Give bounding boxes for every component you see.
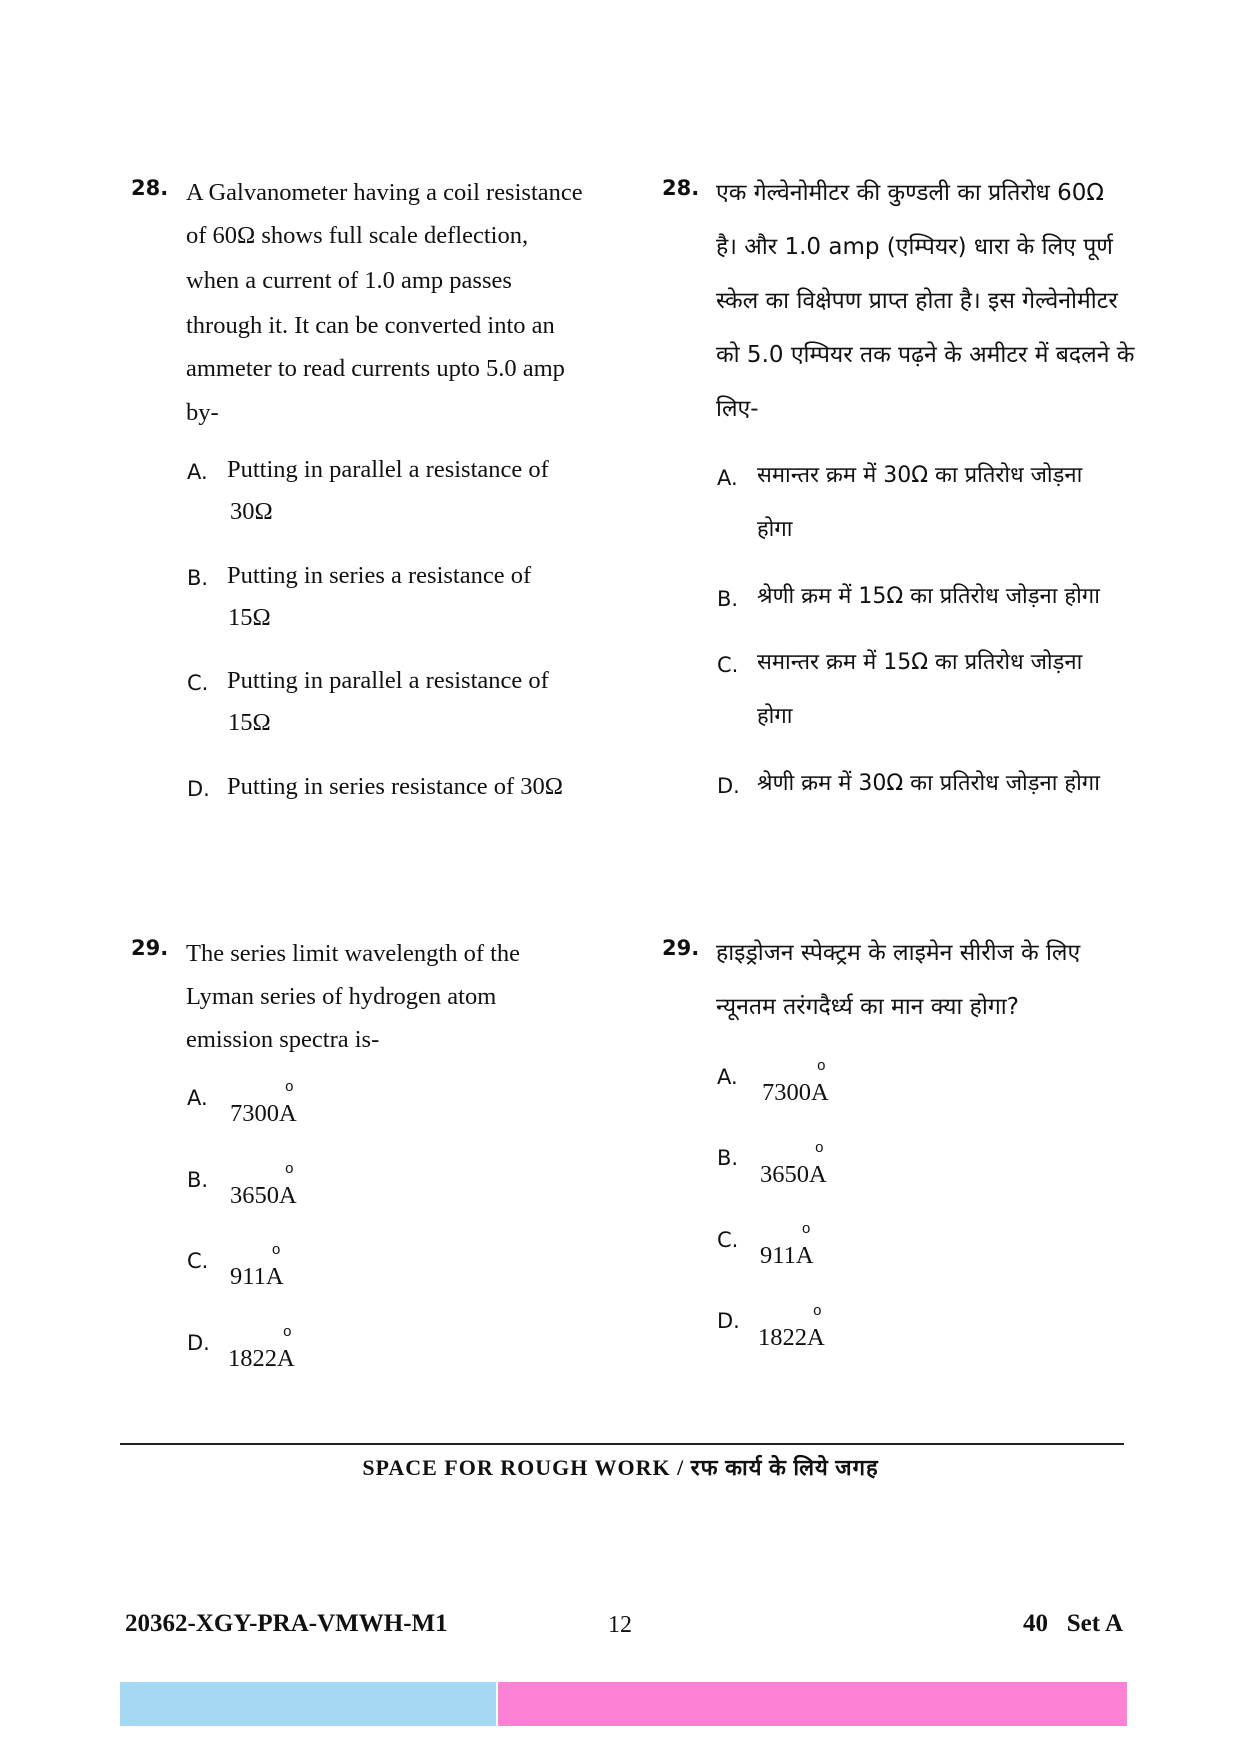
- angstrom-letter: A: [809, 1161, 827, 1188]
- option-text: 15Ω: [228, 604, 271, 631]
- option-letter: D.: [717, 1309, 740, 1333]
- option-text: Putting in parallel a resistance of: [227, 667, 549, 694]
- question-line: Lyman series of hydrogen atom: [186, 983, 497, 1010]
- wavelength-value: 911: [760, 1242, 796, 1269]
- option-letter: A.: [187, 1086, 208, 1110]
- angstrom-ring: o: [813, 1302, 822, 1319]
- footer-color-bar-blue: [120, 1682, 496, 1726]
- angstrom-unit: [277, 1323, 295, 1372]
- option-value: [230, 1241, 284, 1291]
- question-line: through it. It can be converted into an: [186, 312, 555, 339]
- option-text: होगा: [757, 704, 793, 729]
- angstrom-letter: A: [807, 1324, 825, 1351]
- question-number: 28.: [131, 176, 169, 200]
- option-letter: C.: [717, 1228, 739, 1252]
- option-value: [758, 1302, 825, 1352]
- option-value: [760, 1139, 827, 1189]
- angstrom-unit: [279, 1160, 297, 1209]
- divider-line: [120, 1443, 1124, 1445]
- option-value: [228, 1323, 295, 1373]
- angstrom-ring: o: [815, 1139, 824, 1156]
- option-letter: A.: [187, 460, 208, 484]
- option-text: होगा: [757, 517, 793, 542]
- question-line: हाइड्रोजन स्पेक्ट्रम के लाइमेन सीरीज के लिए: [716, 940, 1081, 966]
- option-letter: C.: [187, 671, 209, 695]
- question-line: A Galvanometer having a coil resistance: [186, 179, 583, 206]
- angstrom-letter: A: [277, 1345, 295, 1372]
- option-value: [762, 1057, 829, 1107]
- option-value: [230, 1160, 297, 1210]
- angstrom-unit: [809, 1139, 827, 1188]
- question-line: न्यूनतम तरंगदैर्ध्य का मान क्या होगा?: [716, 994, 1019, 1020]
- angstrom-ring: o: [817, 1057, 826, 1074]
- option-letter: B.: [717, 587, 739, 611]
- option-letter: D.: [187, 1331, 210, 1355]
- wavelength-value: 1822: [228, 1345, 277, 1372]
- angstrom-ring: o: [283, 1323, 292, 1340]
- rough-work-heading: SPACE FOR ROUGH WORK / रफ कार्य के लिये जगह: [362, 1455, 879, 1480]
- wavelength-value: 7300: [230, 1100, 279, 1127]
- option-letter: D.: [717, 774, 740, 798]
- question-line: emission spectra is-: [186, 1026, 380, 1053]
- option-text: Putting in series a resistance of: [227, 562, 532, 589]
- wavelength-value: 7300: [762, 1079, 811, 1106]
- option-value: [230, 1078, 297, 1128]
- footer-color-bar-pink: [498, 1682, 1127, 1726]
- question-number: 29.: [662, 936, 700, 960]
- question-line: लिए-: [716, 396, 759, 422]
- angstrom-letter: A: [795, 1242, 814, 1269]
- question-line: स्केल का विक्षेपण प्राप्त होता है। इस गेल्वेनोमीटर: [716, 288, 1118, 314]
- option-letter: B.: [187, 1168, 209, 1192]
- page-number: 12: [608, 1612, 632, 1638]
- question-line: of 60Ω shows full scale deflection,: [186, 222, 529, 249]
- wavelength-value: 1822: [758, 1324, 807, 1351]
- angstrom-letter: A: [265, 1263, 284, 1290]
- paper-code: 20362-XGY-PRA-VMWH-M1: [125, 1610, 448, 1637]
- angstrom-unit: [811, 1057, 829, 1106]
- option-text: 15Ω: [228, 709, 271, 736]
- question-line: है। और 1.0 amp (एम्पियर) धारा के लिए पूर्ण: [716, 234, 1113, 260]
- option-letter: A.: [717, 1065, 738, 1089]
- angstrom-ring: o: [285, 1078, 294, 1095]
- angstrom-letter: A: [279, 1182, 297, 1209]
- angstrom-letter: A: [279, 1100, 297, 1127]
- angstrom-unit: [265, 1241, 284, 1290]
- option-letter: D.: [187, 777, 210, 801]
- wavelength-value: 3650: [230, 1182, 279, 1209]
- option-letter: A.: [717, 466, 738, 490]
- question-number: 29.: [131, 936, 169, 960]
- option-letter: B.: [717, 1146, 739, 1170]
- angstrom-letter: A: [811, 1079, 829, 1106]
- option-value: [760, 1220, 814, 1270]
- question-line: The series limit wavelength of the: [186, 940, 521, 967]
- question-line: when a current of 1.0 amp passes: [186, 267, 512, 294]
- option-text: समान्तर क्रम में 15Ω का प्रतिरोध जोड़ना: [757, 650, 1083, 675]
- question-number: 28.: [662, 176, 700, 200]
- angstrom-ring: o: [271, 1241, 281, 1258]
- option-text: Putting in series resistance of 30Ω: [227, 773, 563, 800]
- angstrom-unit: [807, 1302, 825, 1351]
- wavelength-value: 911: [230, 1263, 266, 1290]
- option-letter: B.: [187, 566, 209, 590]
- angstrom-ring: o: [801, 1220, 811, 1237]
- option-letter: C.: [187, 1249, 209, 1273]
- wavelength-value: 3650: [760, 1161, 809, 1188]
- question-line: को 5.0 एम्पियर तक पढ़ने के अमीटर में बदलने के: [716, 342, 1135, 368]
- angstrom-ring: o: [285, 1160, 294, 1177]
- option-text: 30Ω: [230, 498, 273, 525]
- option-text: श्रेणी क्रम में 30Ω का प्रतिरोध जोड़ना होगा: [757, 771, 1100, 796]
- question-line: by-: [186, 399, 219, 426]
- option-text: Putting in parallel a resistance of: [227, 456, 549, 483]
- angstrom-unit: [279, 1078, 297, 1127]
- question-line: ammeter to read currents upto 5.0 amp: [186, 355, 565, 382]
- option-letter: C.: [717, 653, 739, 677]
- question-line: एक गेल्वेनोमीटर की कुण्डली का प्रतिरोध 60Ω: [716, 180, 1104, 206]
- set-label: 40 Set A: [1023, 1610, 1123, 1637]
- option-text: समान्तर क्रम में 30Ω का प्रतिरोध जोड़ना: [757, 463, 1083, 488]
- option-text: श्रेणी क्रम में 15Ω का प्रतिरोध जोड़ना होगा: [757, 584, 1100, 609]
- angstrom-unit: [795, 1220, 814, 1269]
